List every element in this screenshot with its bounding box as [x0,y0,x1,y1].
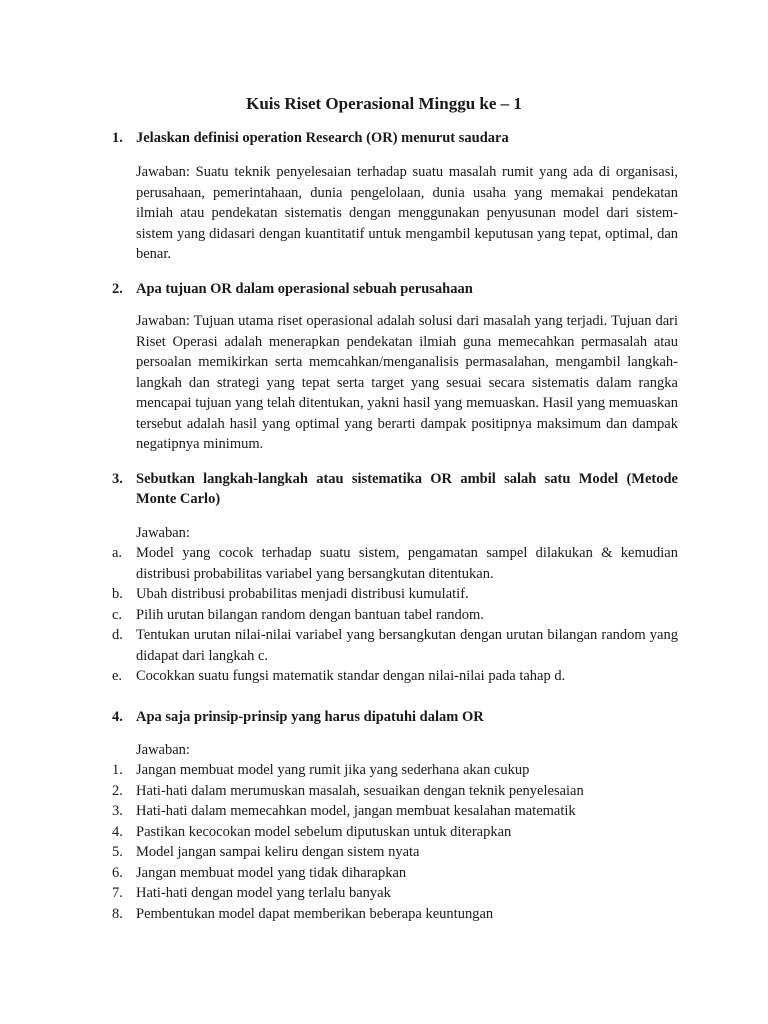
list-item [112,605,678,626]
monte-carlo-steps [112,543,678,687]
list-item [112,543,678,584]
question-2 [112,279,678,299]
list-text: Pilih urutan bilangan random dengan bantuan tabel random. [136,606,484,623]
list-marker: e. [112,668,123,684]
list-text: Hati-hati dalam memecahkan model, jangan membuat kesalahan matematik [136,803,576,819]
document-title: Kuis Riset Operasional Minggu ke – 1 [246,94,522,113]
list-marker: 1. [112,762,123,778]
question-text: Jelaskan definisi operation Research (OR) menurut saudara [136,130,509,146]
answer-text: Jawaban: Tujuan utama riset operasional adalah solusi dari masalah yang terjadi. Tujuan dari Riset Operasi adalah menerapkan pendekatan ilmiah guna memecahkan permasalah atau persoalan memikirkan serta memcahkan/menganalisis permasalahan, mengambil langkah-langkah dan strategi yang tepat serta target yang sesuai secara sistematis dalam rangka mencapai tujuan yang telah ditentukan, yakni hasil yang memuaskan. Hasil yang memuaskan tersebut adalah hasil yang optimal yang berarti dampak positipnya maksimum dan dampak negatipnya minimum. [136,313,678,452]
question-text: Sebutkan langkah-langkah atau sistematika OR ambil salah satu Model (Metode Monte Carlo) [136,471,678,507]
or-principles-list [112,760,678,924]
list-item [112,801,678,822]
question-number: 3. [112,471,123,487]
question-number: 1. [112,130,123,146]
list-item [112,822,678,843]
list-text: Hati-hati dalam merumuskan masalah, sesuaikan dengan teknik penyelesaian [136,782,584,799]
question-text: Apa saja prinsip-prinsip yang harus dipatuhi dalam OR [136,709,484,725]
question-1 [112,128,678,148]
answer-2 [136,311,678,455]
answer-text: Jawaban: Suatu teknik penyelesaian terhadap suatu masalah rumit yang ada di organisasi, perusahaan, pemerintahaan, dunia pengelolaan, dunia usaha yang memakai pendekatan ilmiah atau pendekatan sistematis dengan menggunakan penyusunan model dari sistem-sistem yang didasari dengan kuantitatif untuk mengambil keputusan yang tepat, optimal, dan benar. [136,164,678,262]
list-item [112,584,678,605]
list-text: Model yang cocok terhadap suatu sistem, pengamatan sampel dilakukan & kemudian distribusi probabilitas variabel yang bersangkutan ditentukan. [136,545,678,582]
list-item [112,625,678,666]
list-item [112,863,678,884]
list-item [112,842,678,863]
list-item [112,781,678,802]
list-item [112,760,678,781]
list-marker: 5. [112,844,123,860]
question-4 [112,707,678,727]
list-text: Cocokkan suatu fungsi matematik standar dengan nilai-nilai pada tahap d. [136,668,566,684]
list-text: Tentukan urutan nilai-nilai variabel yang bersangkutan dengan urutan bilangan random yang didapat dari langkah c. [136,627,678,664]
list-text: Pembentukan model dapat memberikan beberapa keuntungan [136,905,494,922]
question-number: 2. [112,281,123,297]
list-marker: 3. [112,803,123,819]
list-marker: d. [112,627,123,643]
list-item [112,904,678,925]
list-item [112,666,678,687]
list-text: Model jangan sampai keliru dengan sistem nyata [136,844,420,860]
question-number: 4. [112,709,123,725]
question-3 [112,469,678,509]
list-text: Jangan membuat model yang tidak diharapkan [136,864,407,881]
answer-label-3: Jawaban: [136,525,190,541]
list-marker: 8. [112,905,123,922]
question-text: Apa tujuan OR dalam operasional sebuah perusahaan [136,281,473,297]
list-marker: 6. [112,864,123,881]
list-marker: 4. [112,823,123,840]
list-text: Jangan membuat model yang rumit jika yang sederhana akan cukup [136,762,530,778]
list-marker: b. [112,586,123,602]
list-item [112,883,678,904]
list-marker: 7. [112,885,123,901]
list-text: Hati-hati dengan model yang terlalu banyak [136,885,391,901]
list-marker: c. [112,606,123,623]
answer-1 [136,162,678,265]
list-marker: 2. [112,782,123,799]
list-marker: a. [112,545,123,561]
list-text: Ubah distribusi probabilitas menjadi distribusi kumulatif. [136,586,469,602]
answer-label-4: Jawaban: [136,742,190,758]
list-text: Pastikan kecocokan model sebelum diputuskan untuk diterapkan [136,823,512,840]
